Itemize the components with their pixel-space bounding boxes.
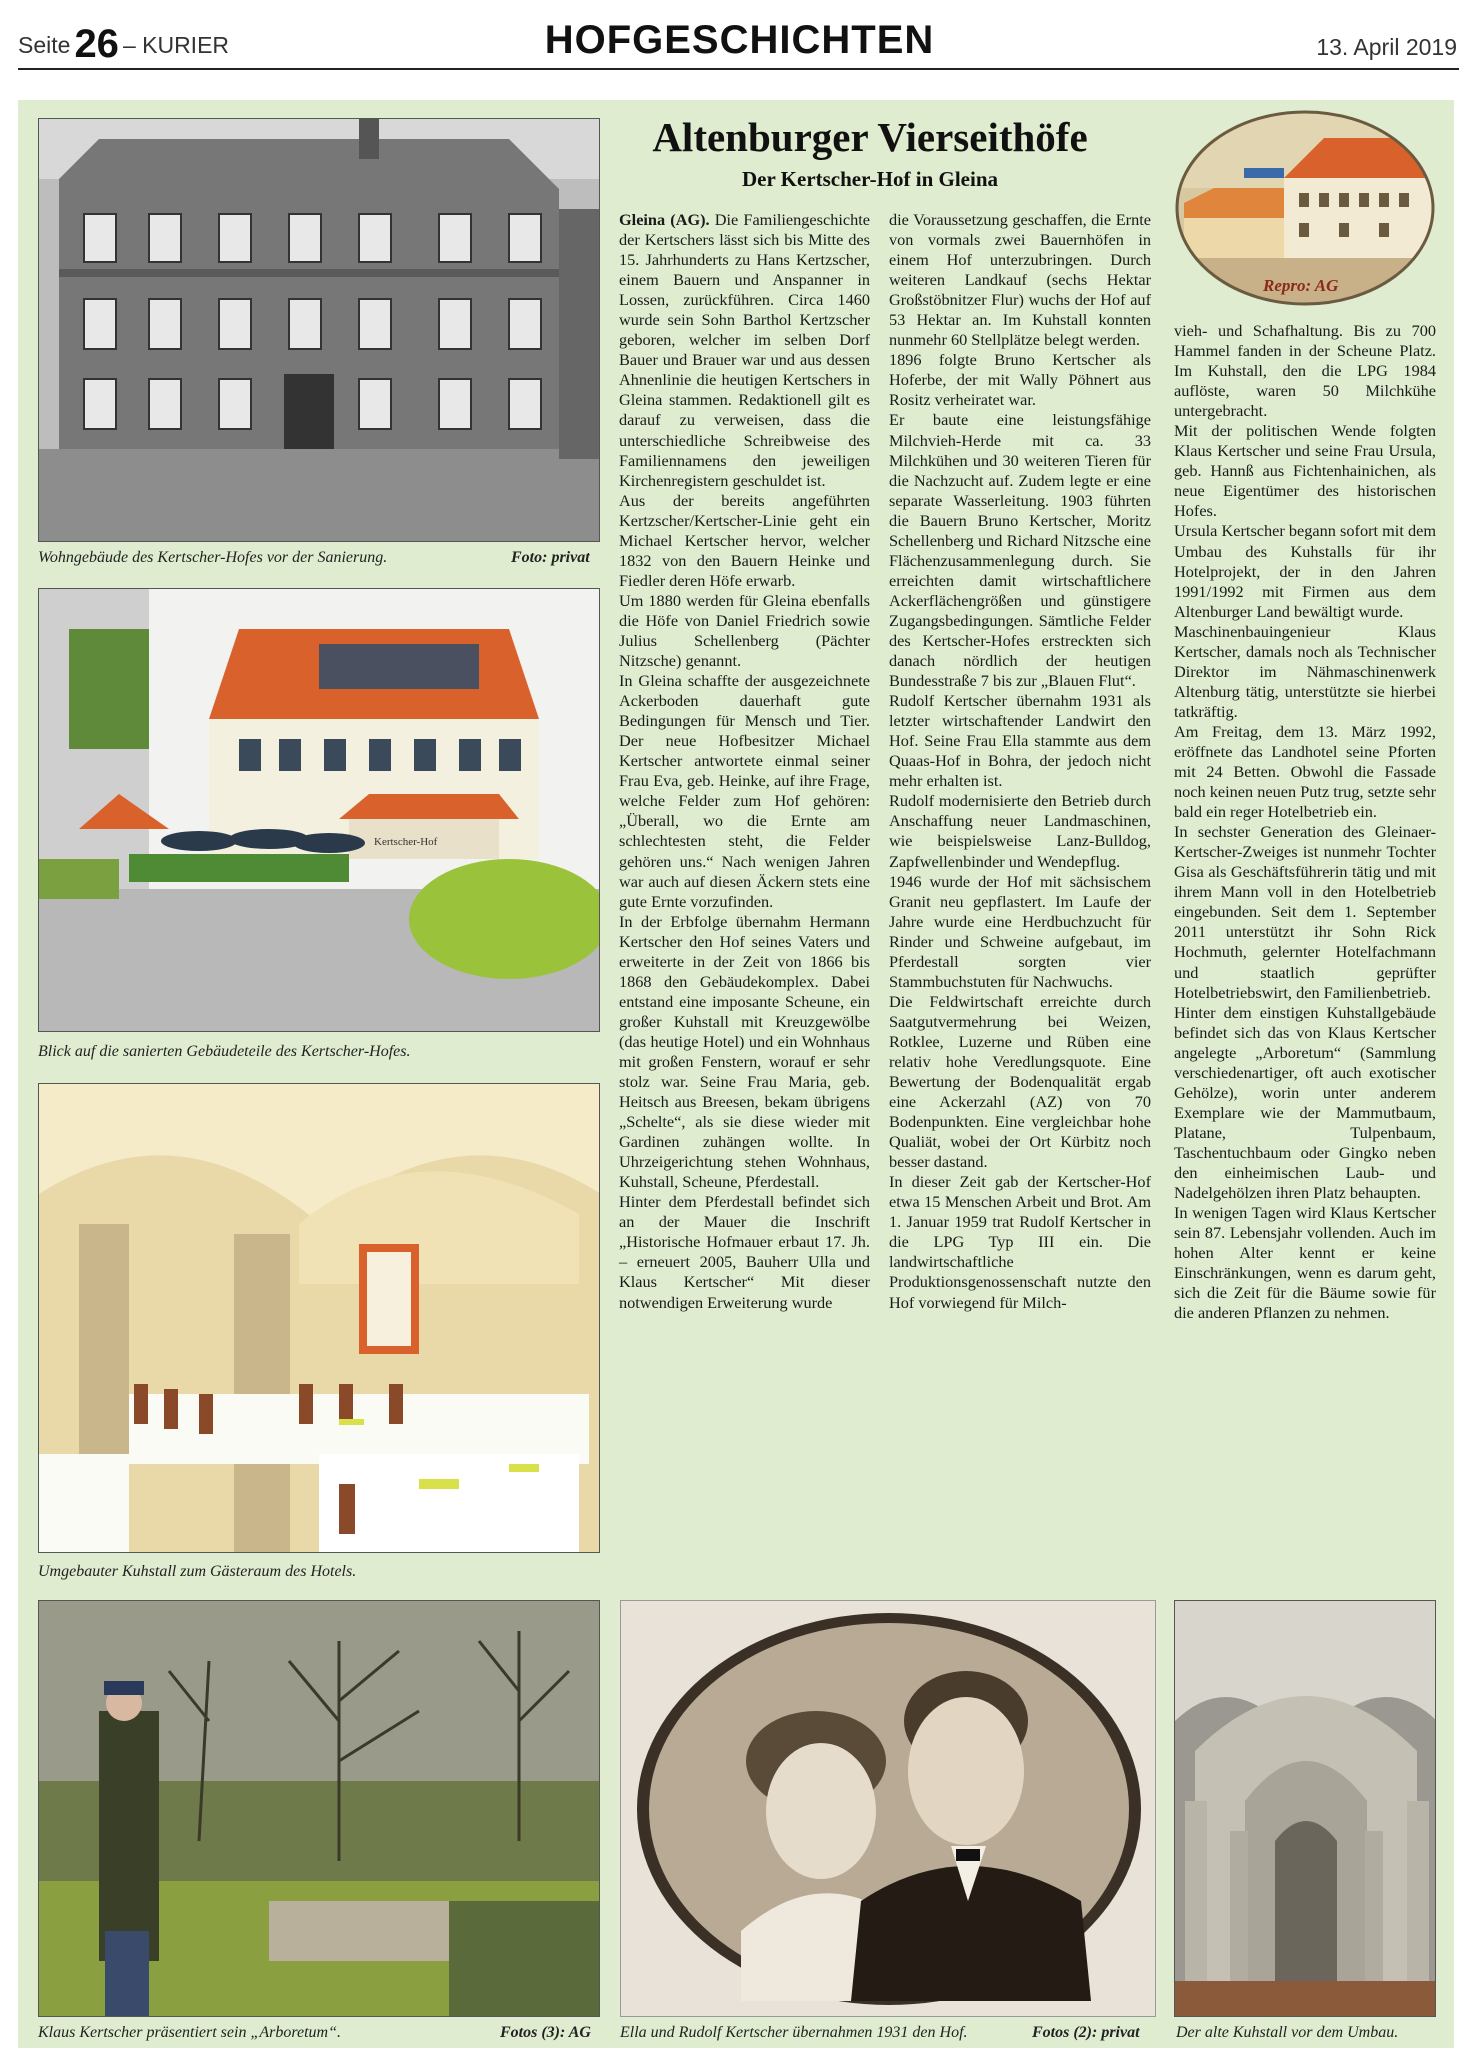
- paragraph: die Voraussetzung geschaffen, die Ernte von vormals zwei Bauernhöfen in einem Hof unterzubringen. Durch weiteren Landkauf (sechs Hektar Großstöbnitzer Flur) wuchs der Hof auf 53 Hektar an. Im Kuhstall konnten nunmehr 60 Stellplätze belegt werden.: [889, 210, 1151, 350]
- paragraph: In wenigen Tagen wird Klaus Kertscher sein 87. Lebensjahr vollenden. Auch im hohen Alter kennt er keine Einschränkungen, wenn es darum geht, sich die Zeit für die Bäume sowie für die anderen Pflanzen zu nehmen.: [1174, 1203, 1436, 1323]
- photo-credit: Fotos (3): AG: [500, 2024, 591, 2041]
- photo-credit: Repro: AG: [1263, 276, 1339, 295]
- paragraph: Am Freitag, dem 13. März 1992, eröffnete das Landhotel seine Pforten mit 24 Betten. Obwohl die Fassade noch keinen neuen Putz trug, setzte sehr bald ein reger Hotelbetrieb ein.: [1174, 721, 1436, 822]
- paragraph: Er baute eine leistungsfähige Milchvieh-Herde mit ca. 33 Milchkühen und 30 weiteren Tieren für die Nachzucht auf. Zudem legte er eine separate Wasserleitung. 1903 führten die Bauern Bruno Kertscher, Moritz Schellenberg und Richard Nitzsche eine Flächenzusammenlegung durch. Sie erreichten damit wirtschaftlichere Ackerflächengrößen und günstigere Zugangsbedingungen. Sämtliche Felder des Kertscher-Hofes erstreckten sich danach nördlich der heutigen Bundesstraße 7 bis zur „Blauen Flut“.: [889, 410, 1151, 691]
- photo-caption: Umgebauter Kuhstall zum Gästeraum des Hotels.: [38, 1563, 357, 1580]
- paragraph: In der Erbfolge übernahm Hermann Kertscher den Hof seines Vaters und erweiterte in der Zeit von 1866 bis 1868 den Gebäudekomplex. Dabei entstand eine imposante Scheune, ein großer Kuhstall mit Kreuzgewölbe (das heutige Hotel) und ein Wohnhaus mit großen Fenstern, worauf er sehr stolz war. Seine Frau Maria, geb. Heitsch aus Breesen, bekam übrigens „Schelte“, als sie diese wieder mit Gardinen zuhängen wollte. In Uhrzeigerichtung stehen Wohnhaus, Kuhstall, Scheune, Pferdestall.: [619, 911, 870, 1192]
- paragraph: Rudolf modernisierte den Betrieb durch Anschaffung neuer Landmaschinen, wie beispielsweise Lanz-Bulldog, Zapfwellenbinder und Wendepflug.: [889, 791, 1151, 871]
- photo-old-house: [38, 118, 600, 542]
- page-number: 26: [74, 22, 119, 66]
- article-title: Altenburger Vierseithöfe: [652, 114, 1088, 160]
- paragraph: [619, 210, 870, 491]
- photo-caption: Klaus Kertscher präsentiert sein „Arboretum“.: [38, 2024, 341, 2041]
- lead-text: Die Familiengeschichte der Kertschers lässt sich bis Mitte des 15. Jahrhunderts zu Hans Kertzscher, einem Bauern und Anspanner in Lossen, zurückführen. Circa 1460 wurde sein Sohn Barthol Kertzscher geboren, welcher im selben Dorf Bauer und Brauer war und aus dessen Ahnenlinie die heutigen Kertschers in Gleina stammen. Redaktionell gilt es darauf zu verweisen, dass die unterschiedliche Schreibweise des Familiennamens den jeweiligen Kirchenregistern geschuldet ist.: [619, 210, 870, 490]
- photo-arboretum: [38, 1600, 600, 2017]
- photo-caption: Ella und Rudolf Kertscher übernahmen 1931 den Hof.: [620, 2024, 968, 2041]
- paragraph: Die Feldwirtschaft erreichte durch Saatgutvermehrung bei Weizen, Rotklee, Luzerne und Rüben eine relativ hohe Veredlungsquote. Eine Bewertung der Bodenqualität ergab eine Ackerzahl (AZ) von 70 Bodenpunkten. Eine vergleichbar hohe Qualiät, wobei der Ort Kürbitz noch besser dastand.: [889, 991, 1151, 1172]
- photo-old-cowshed: [1174, 1600, 1436, 2017]
- article-column-3: [1174, 321, 1436, 1323]
- issue-date: 13. April 2019: [1316, 34, 1457, 60]
- photo-courtyard: [38, 588, 600, 1032]
- seite-label: Seite: [18, 32, 71, 58]
- paragraph: Aus der bereits angeführten Kertzscher/Kertscher-Linie geht ein Michael Kertscher hervor, welcher 1832 von den Bauern Heinke und Fiedler deren Höfe erwarb.: [619, 490, 870, 590]
- paragraph: 1946 wurde der Hof mit sächsischem Granit neu gepflastert. Im Laufe der Jahre wurde eine Herdbuchzucht für Rinder und Schweine aufgebaut, im Pferdestall sorgten vier Stammbuchstuten für Nachwuchs.: [889, 871, 1151, 991]
- photo-dining-hall: [38, 1083, 600, 1553]
- photo-caption: Blick auf die sanierten Gebäudeteile des Kertscher-Hofes.: [38, 1043, 411, 1060]
- paragraph: Ursula Kertscher begann sofort mit dem Umbau des Kuhstalls für ihr Hotelprojekt, der in den Jahren 1991/1992 mit Firmen aus dem Altenburger Land bewältigt wurde.: [1174, 521, 1436, 621]
- paragraph: In Gleina schaffte der ausgezeichnete Ackerboden dauerhaft gute Bedingungen für Mensch und Tier. Der neue Hofbesitzer Michael Kertscher antwortete einmal seiner Frau Eva, geb. Heinke, auf ihre Frage, welche Felder zum Hof gehören: „Überall, wo die Ernte am schlechtesten steht, die Felder gehören uns.“ Nach wenigen Jahren war auch auf diesen Äckern stets eine gute Ernte vorzufinden.: [619, 671, 870, 911]
- paragraph: Hinter dem Pferdestall befindet sich an der Mauer die Inschrift „Historische Hofmauer erbaut 17. Jh. – erneuert 2005, Bauherr Ulla und Klaus Kertscher“ Mit dieser notwendigen Erweiterung wurde: [619, 1192, 870, 1312]
- paragraph: Um 1880 werden für Gleina ebenfalls die Höfe von Daniel Friedrich sowie Julius Schellenberg (Pächter Nitzsche) genannt.: [619, 590, 870, 671]
- photo-couple-portrait: [620, 1600, 1156, 2017]
- paragraph: Rudolf Kertscher übernahm 1931 als letzter wirtschaftender Landwirt den Hof. Seine Frau Ella stammte aus dem Quaas-Hof in Bohra, der jedoch nicht mehr erhalten ist.: [889, 691, 1151, 791]
- article-subtitle: Der Kertscher-Hof in Gleina: [741, 167, 999, 191]
- photo-caption: Der alte Kuhstall vor dem Umbau.: [1176, 2024, 1399, 2041]
- photo-credit: Fotos (2): privat: [1032, 2024, 1140, 2041]
- article-column-1: [619, 210, 870, 1313]
- paragraph: Maschinenbauingenieur Klaus Kertscher, damals noch als Technischer Direktor im Nähmaschinenwerk Altenburg tätig, unterstützte sie hierbei tatkräftig.: [1174, 621, 1436, 721]
- paragraph: In dieser Zeit gab der Kertscher-Hof etwa 15 Menschen Arbeit und Brot. Am 1. Januar 1959 trat Rudolf Kertscher in die LPG Typ III ein. Die landwirtschaftliche Produktionsgenossenschaft nutzte den Hof vorwiegend für Milch-: [889, 1172, 1151, 1312]
- paragraph: 1896 folgte Bruno Kertscher als Hoferbe, der mit Wally Pöhnert aus Rositz verheiratet war.: [889, 350, 1151, 410]
- paragraph: Mit der politischen Wende folgten Klaus Kertscher und seine Frau Ursula, geb. Hannß aus Fichtenhainichen, als neue Eigentümer des historischen Hofes.: [1174, 421, 1436, 521]
- section-title: HOFGESCHICHTEN: [544, 18, 935, 62]
- article-column-2: [889, 210, 1151, 1313]
- paragraph: vieh- und Schafhaltung. Bis zu 700 Hammel fanden in der Scheune Platz. Im Kuhstall, den die LPG 1984 auflöste, waren 50 Milchkühe untergebracht.: [1174, 321, 1436, 421]
- paragraph: Hinter dem einstigen Kuhstallgebäude befindet sich das von Klaus Kertscher angelegte „Arboretum“ (Sammlung verschiedenartiger, oft auch exotischer Gehölze), worin unter anderem Exemplare wie der Mammutbaum, Platane, Tulpenbaum, Taschentuchbaum oder Gingko neben den einheimischen Laub- und Nadelgehölzen ihren Platz behaupten.: [1174, 1002, 1436, 1203]
- header-rule: [18, 68, 1459, 70]
- photo-credit: Foto: privat: [511, 549, 590, 566]
- dateline: Gleina (AG).: [619, 210, 710, 229]
- hotel-sign: Kertscher-Hof: [374, 836, 438, 848]
- publication-name: – KURIER: [122, 32, 230, 58]
- photo-caption: Wohngebäude des Kertscher-Hofes vor der Sanierung.: [38, 549, 388, 566]
- paragraph: In sechster Generation des Gleinaer-Kertscher-Zweiges ist nunmehr Tochter Gisa als Geschäftsführerin tätig und mit ihrem Mann voll in den Hotelbetrieb eingebunden. Seit dem 1. September 2011 unterstützt ihr Sohn Rick Hochmuth, gelernter Hotelfachmann und staatlich geprüfter Hotelbetriebswirt, den Familienbetrieb.: [1174, 822, 1436, 1002]
